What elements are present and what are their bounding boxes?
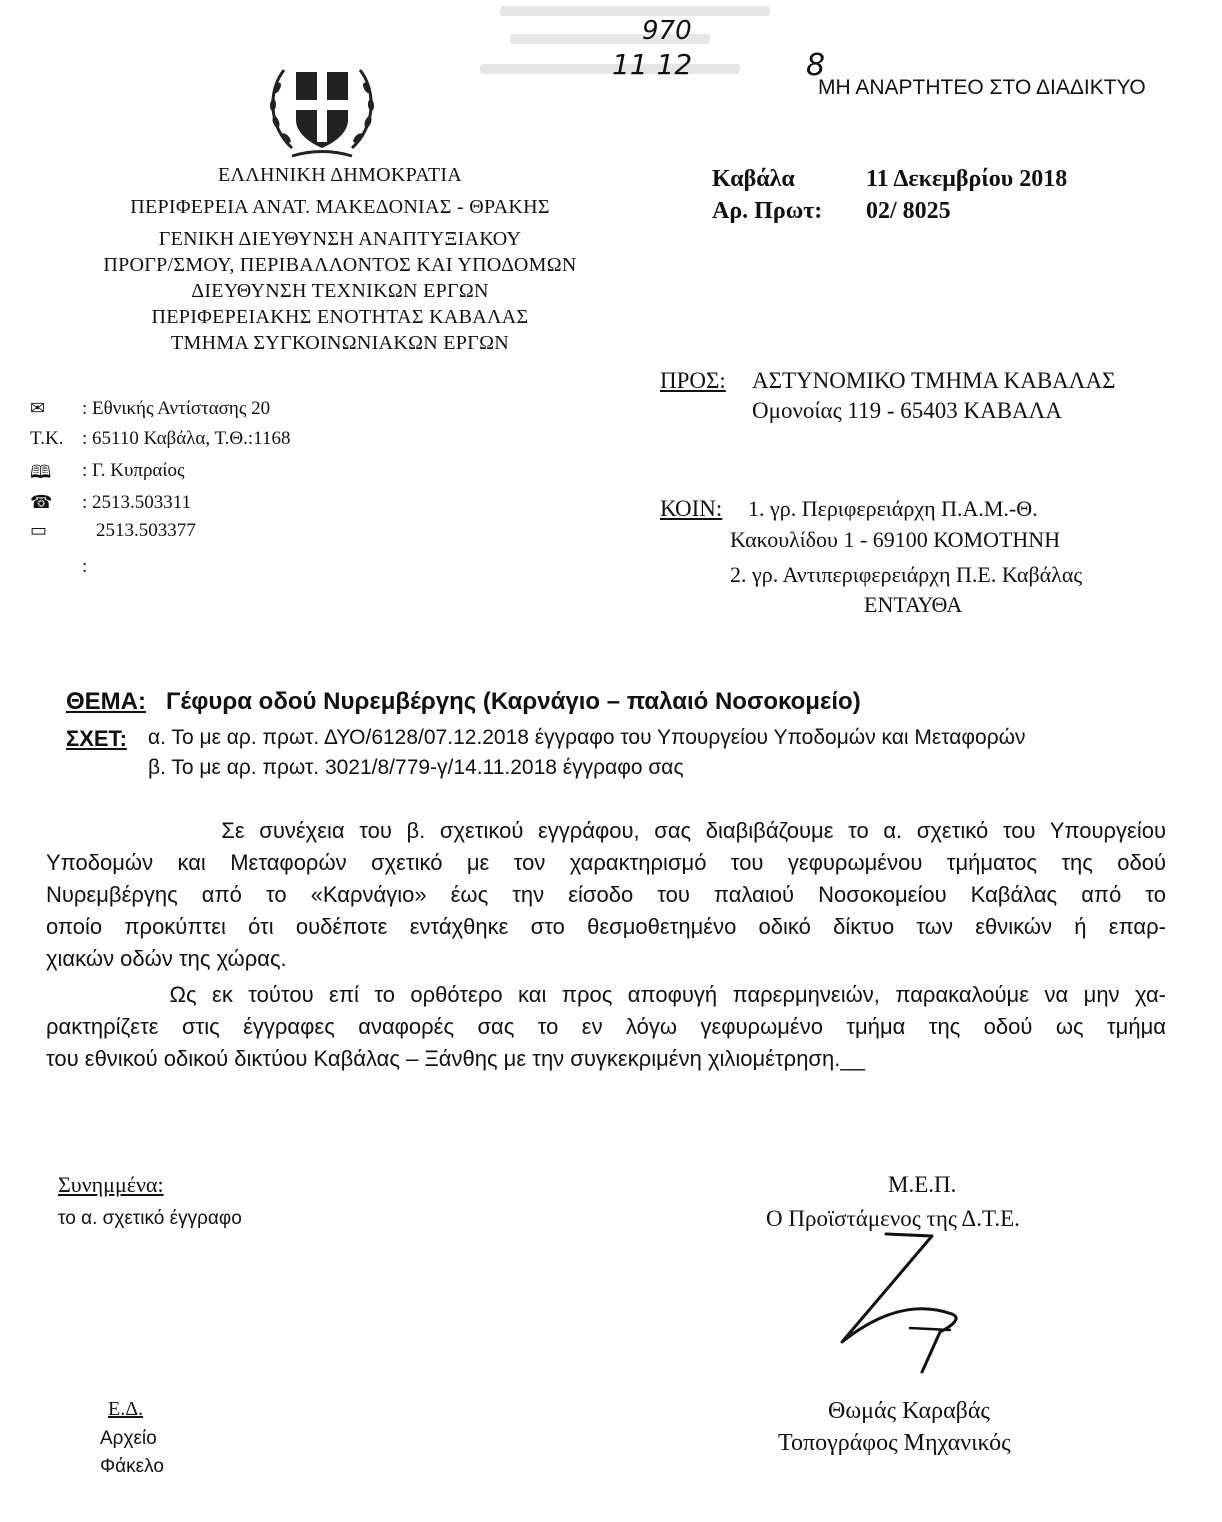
protocol-label: Αρ. Πρωτ: bbox=[712, 198, 823, 224]
body-line: Ως εκ τούτου επί το ορθότερο και προς αποφυγή παρερμηνειών, παρακαλούμε να μην χα- bbox=[46, 982, 1166, 1007]
handwritten-date: 11 12 bbox=[612, 48, 693, 81]
cc-item-address: ΕΝΤΑΥΘΑ bbox=[864, 592, 963, 617]
protocol-number: 02/ 8025 bbox=[866, 198, 951, 224]
signer-role: Τοπογράφος Μηχανικός bbox=[778, 1430, 1011, 1456]
recipient-address: Ομονοίας 119 - 65403 ΚΑΒΑΛΑ bbox=[752, 398, 1062, 423]
cc-item: 1. γρ. Περιφερειάρχη Π.Α.Μ.-Θ. bbox=[748, 496, 1038, 521]
document-date: 11 Δεκεμβρίου 2018 bbox=[866, 166, 1068, 192]
contact-address: : Εθνικής Αντίστασης 20 bbox=[82, 398, 271, 419]
internal-distribution-label: Ε.Δ. bbox=[108, 1398, 144, 1420]
computer-icon: ▭ bbox=[30, 520, 48, 540]
reference-item: α. Το με αρ. πρωτ. ΔΥΟ/6128/07.12.2018 έγγραφο του Υπουργείου Υποδομών και Μεταφορών bbox=[148, 726, 1026, 749]
contact-postcode: : 65110 Καβάλα, Τ.Θ.:1168 bbox=[82, 428, 291, 449]
body-line: ρακτηρίζετε στις έγγραφες αναφορές σας το εν λόγω γεφυρωμένο τμήμα της οδού ως τμήμα bbox=[46, 1014, 1166, 1039]
body-line: Υποδομών και Μεταφορών σχετικό με τον χαρακτηρισμό του γεφυρωμένου τμήματος της οδού bbox=[46, 850, 1166, 875]
recipient-label: ΠΡΟΣ: bbox=[660, 368, 726, 393]
handwritten-mark: 8 bbox=[806, 48, 826, 83]
cc-item: 2. γρ. Αντιπεριφερειάρχη Π.Ε. Καβάλας bbox=[730, 562, 1083, 587]
contact-person: : Γ. Κυπραίος bbox=[82, 460, 185, 481]
no-internet-notice: ΜΗ ΑΝΑΡΤΗΤΕΟ ΣΤΟ ΔΙΑΔΙΚΤΥΟ bbox=[818, 76, 1146, 99]
envelope-icon: ✉ bbox=[30, 398, 46, 418]
issuer-line: ΔΙΕΥΘΥΝΣΗ ΤΕΧΝΙΚΩΝ ΕΡΓΩΝ bbox=[191, 280, 489, 302]
reference-item: β. Το με αρ. πρωτ. 3021/8/779-γ/14.11.2018 έγγραφο σας bbox=[148, 756, 684, 779]
issuer-line: ΠΡΟΓΡ/ΣΜΟΥ, ΠΕΡΙΒΑΛΛΟΝΤΟΣ ΚΑΙ ΥΠΟΔΟΜΩΝ bbox=[103, 254, 577, 276]
body-line: Νυρεμβέργης από το «Καρνάγιο» έως την είσοδο του παλαιού Νοσοκομείου Καβάλας από το bbox=[46, 882, 1166, 907]
cc-label: ΚΟΙΝ: bbox=[660, 496, 723, 521]
contact-email: : bbox=[82, 556, 88, 577]
phone-icon: ☎ bbox=[30, 492, 53, 512]
contact-phone: : 2513.503311 bbox=[82, 492, 192, 513]
tk-label: Τ.Κ. bbox=[30, 428, 64, 449]
subject-text: Γέφυρα οδού Νυρεμβέργης (Καρνάγιο – παλαιό Νοσοκομείο) bbox=[166, 688, 861, 715]
attachment-item: το α. σχετικό έγγραφο bbox=[58, 1208, 242, 1229]
body-line: οποίο προκύπτει ότι ουδέποτε εντάχθηκε στο θεσμοθετημένο οδικό δίκτυο των εθνικών ή επαρ- bbox=[46, 914, 1166, 939]
book-icon: 🕮 bbox=[30, 462, 52, 482]
body-line: του εθνικού οδικού δικτύου Καβάλας – Ξάνθης με την συγκεκριμένη χιλιομέτρηση.__ bbox=[46, 1046, 865, 1071]
issuer-line: ΠΕΡΙΦΕΡΕΙΑ ΑΝΑΤ. ΜΑΚΕΔΟΝΙΑΣ - ΘΡΑΚΗΣ bbox=[130, 196, 550, 218]
references-label: ΣΧΕΤ: bbox=[66, 726, 127, 751]
handwritten-number: 970 bbox=[642, 16, 692, 46]
body-line: Σε συνέχεια του β. σχετικού εγγράφου, σας διαβιβάζουμε το α. σχετικό του Υπουργείου bbox=[46, 818, 1166, 843]
cc-item-address: Κακουλίδου 1 - 69100 ΚΟΜΟΤΗΝΗ bbox=[730, 527, 1061, 552]
issuer-line: ΓΕΝΙΚΗ ΔΙΕΥΘΥΝΣΗ ΑΝΑΠΤΥΞΙΑΚΟΥ bbox=[158, 228, 522, 250]
place: Καβάλα bbox=[712, 166, 795, 192]
internal-distribution-item: Φάκελο bbox=[100, 1456, 164, 1477]
issuer-line: ΕΛΛΗΝΙΚΗ ΔΗΜΟΚΡΑΤΙΑ bbox=[217, 164, 463, 186]
body-line: χιακών οδών της χώρας. bbox=[46, 946, 287, 971]
mep-label: Μ.Ε.Π. bbox=[888, 1172, 957, 1197]
contact-fax: 2513.503377 bbox=[96, 520, 196, 541]
handwritten-signature bbox=[822, 1232, 982, 1382]
signer-name: Θωμάς Καραβάς bbox=[828, 1398, 990, 1424]
greek-emblem-icon bbox=[262, 50, 382, 162]
head-title: Ο Προϊστάμενος της Δ.Τ.Ε. bbox=[766, 1206, 1020, 1231]
recipient-name: ΑΣΤΥΝΟΜΙΚΟ ΤΜΗΜΑ ΚΑΒΑΛΑΣ bbox=[752, 368, 1116, 393]
issuer-line: ΠΕΡΙΦΕΡΕΙΑΚΗΣ ΕΝΟΤΗΤΑΣ ΚΑΒΑΛΑΣ bbox=[151, 306, 529, 328]
internal-distribution-item: Αρχείο bbox=[100, 1428, 157, 1449]
attachments-label: Συνημμένα: bbox=[58, 1172, 164, 1197]
issuer-line: ΤΜΗΜΑ ΣΥΓΚΟΙΝΩΝΙΑΚΩΝ ΕΡΓΩΝ bbox=[171, 332, 509, 354]
subject-label: ΘΕΜΑ: bbox=[66, 688, 146, 715]
